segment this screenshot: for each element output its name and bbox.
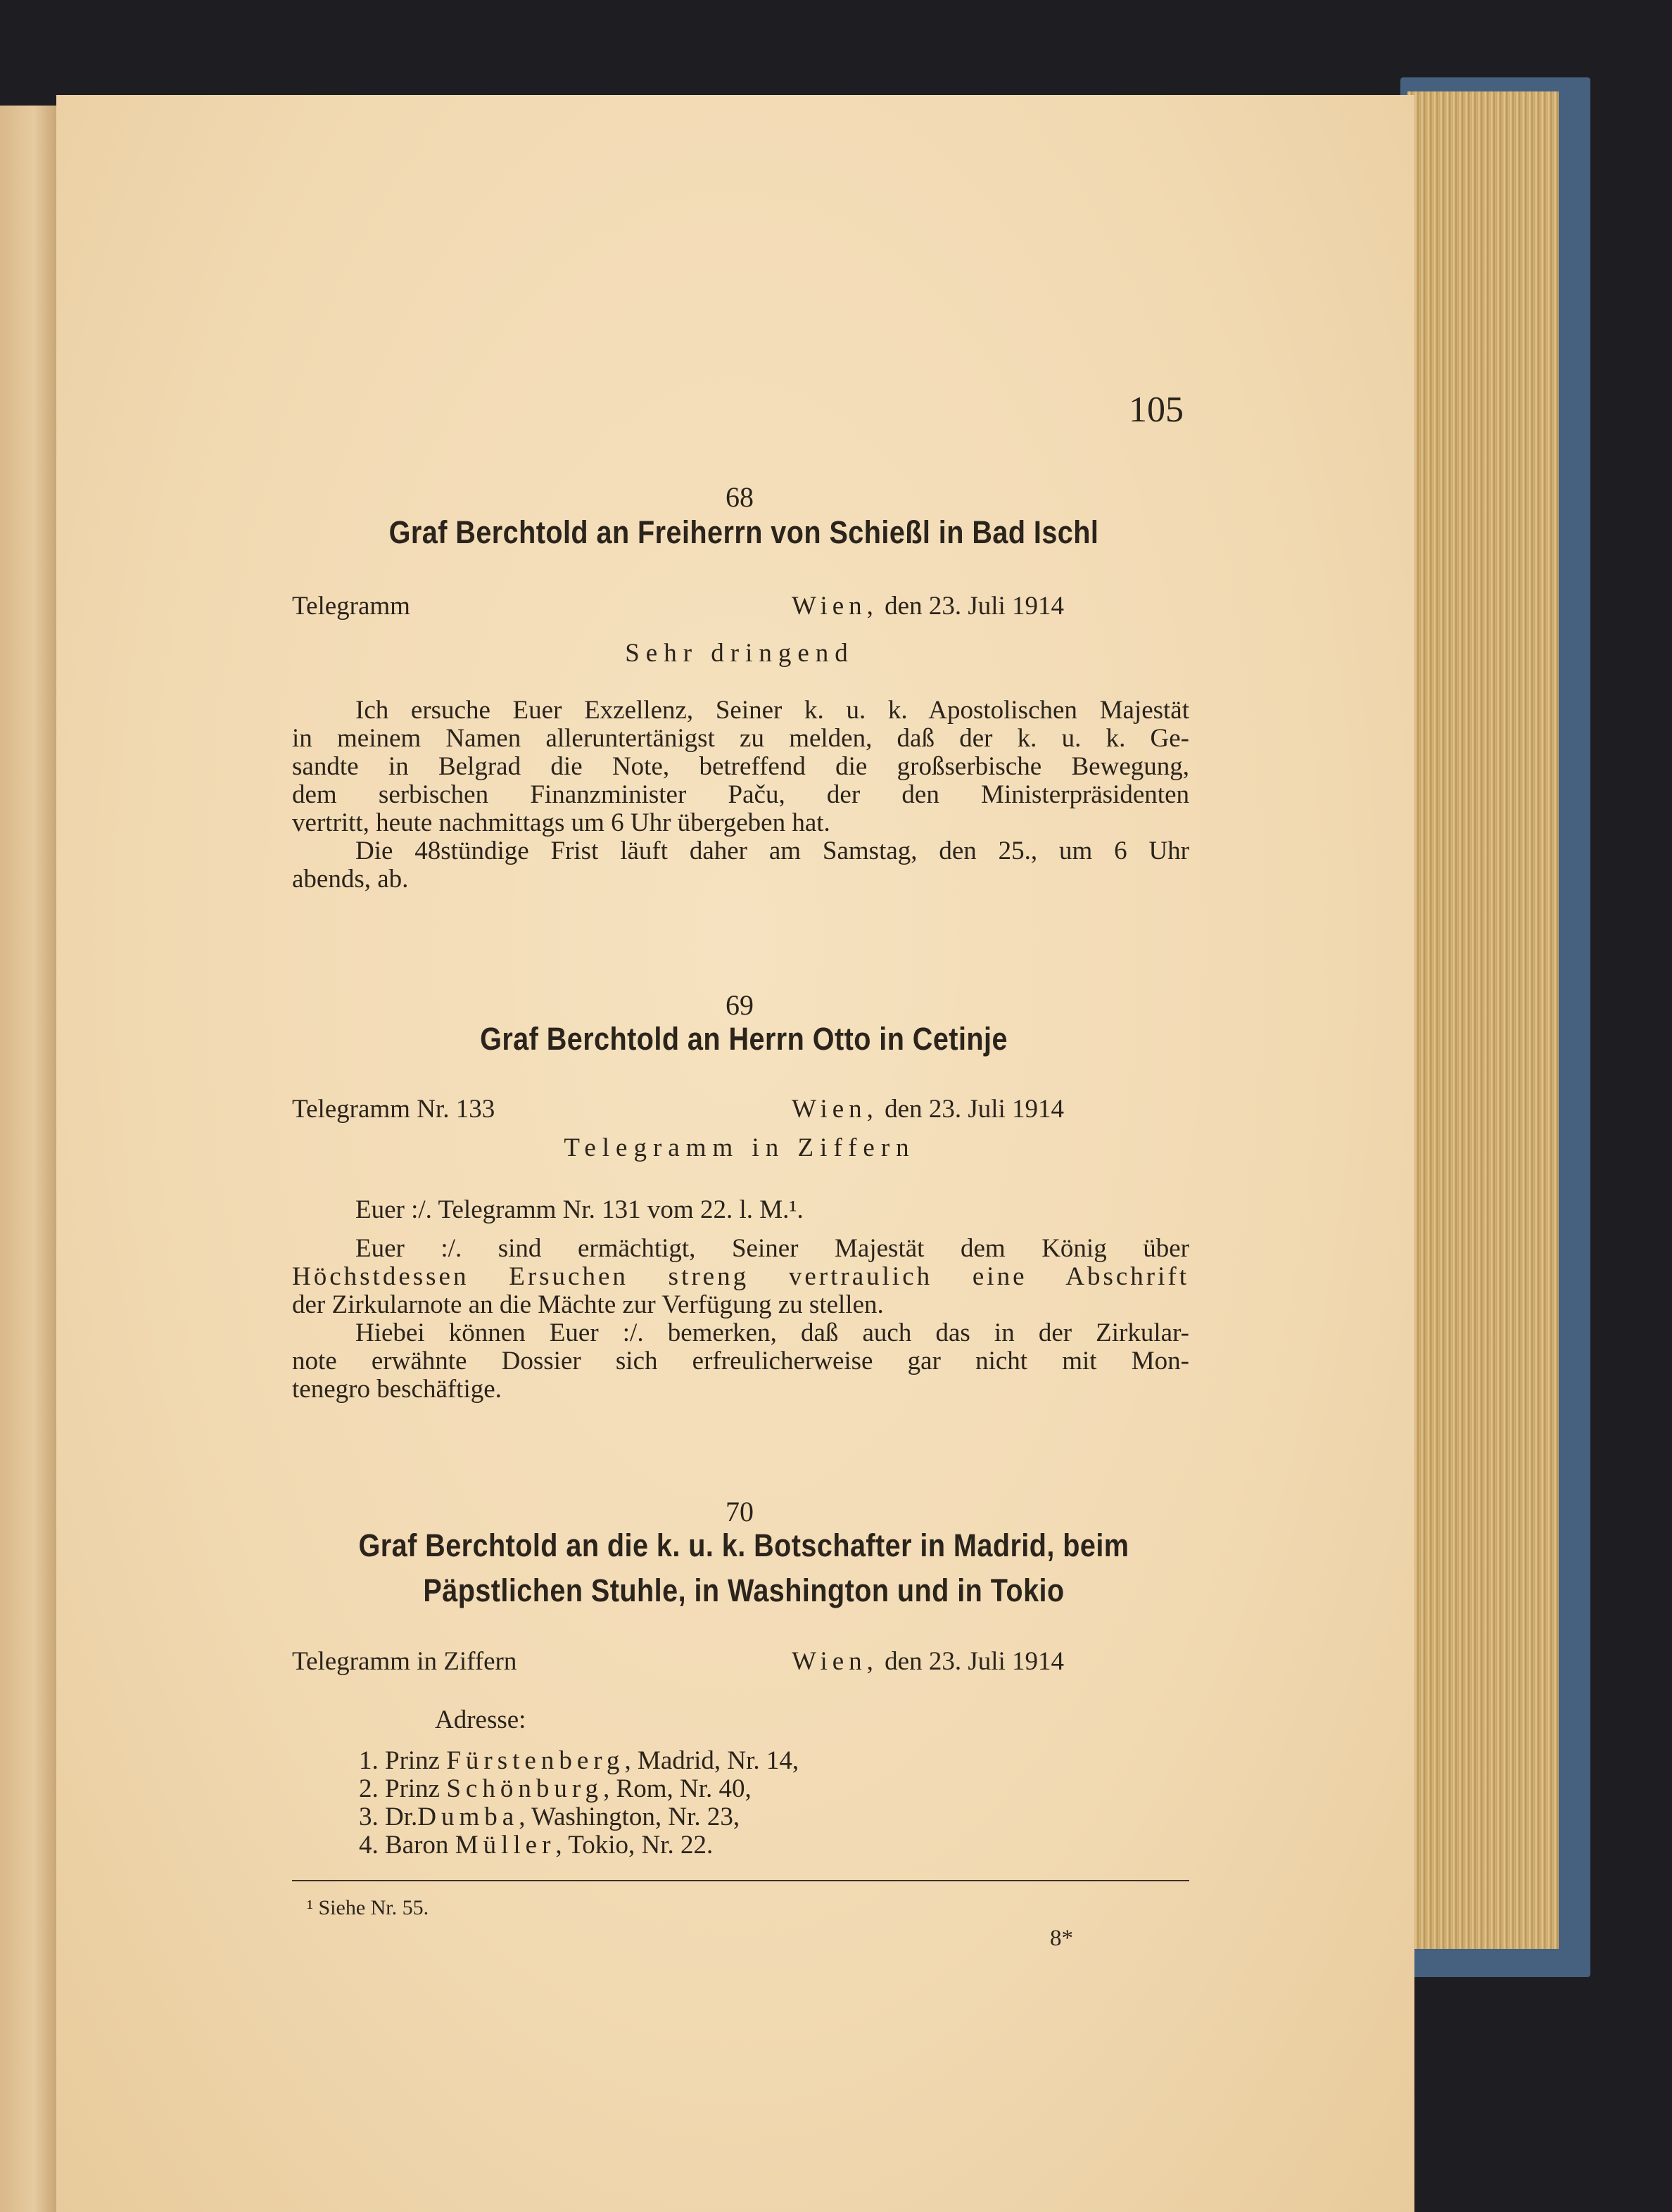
text-line: in meinem Namen alleruntertänigst zu melden, daß der k. u. k. Ge- [292,724,1189,753]
doc69-date: den 23. Juli 1914 [885,1095,1065,1124]
doc68-paragraph-2 [292,837,1189,894]
doc68-type: Telegramm [292,592,410,621]
address-rest: , Tokio, Nr. 22. [555,1831,714,1860]
text-line: note erwähnte Dossier sich erfreulicherweise gar nicht mit Mon- [292,1347,1189,1375]
address-item [359,1803,799,1831]
document-title-70-line-2: Päpstlichen Stuhle, in Washington und in Tokio [423,1572,1065,1608]
address-name: Fürstenberg [446,1746,625,1775]
address-number: 2. [359,1774,379,1803]
address-item [359,1775,799,1803]
doc70-dateline [792,1646,1064,1677]
text-line: dem serbischen Finanzminister Paču, der den Ministerpräsidenten [292,780,1189,809]
text-line: Euer :/. sind ermächtigt, Seiner Majestät dem König über [355,1234,1189,1263]
text-line: Ich ersuche Euer Exzellenz, Seiner k. u. k. Apostolischen Majestät [355,696,1189,725]
doc70-place: Wien, [792,1647,878,1676]
document-title-68: Graf Berchtold an Freiherrn von Schießl in Bad Ischl [388,514,1099,550]
text-line: der Zirkularnote an die Mächte zur Verfügung zu stellen. [292,1290,884,1319]
text-line: sandte in Belgrad die Note, betreffend die großserbische Bewegung, [292,752,1189,781]
footnote-divider [292,1880,1189,1881]
address-title: Prinz [385,1774,441,1803]
document-number-68: 68 [726,481,754,513]
address-title: Dr. [385,1803,418,1831]
text-line: Die 48stündige Frist läuft daher am Samstag, den 25., um 6 Uhr [355,837,1189,865]
left-page-edge [0,106,56,2212]
book-page [56,95,1414,2212]
document-title-70-line-1: Graf Berchtold an die k. u. k. Botschafter in Madrid, beim [358,1527,1129,1563]
document-number-70: 70 [726,1496,754,1527]
sheet-signature: 8* [1050,1926,1073,1951]
text-line: vertritt, heute nachmittags um 6 Uhr übergeben hat. [292,808,830,837]
address-rest: , Rom, Nr. 40, [603,1774,752,1803]
address-item [359,1747,799,1775]
doc69-paragraph-1 [292,1196,1189,1224]
doc68-date: den 23. Juli 1914 [885,592,1065,621]
footnote: ¹ Siehe Nr. 55. [307,1896,429,1919]
address-list [359,1747,799,1860]
text-line: Hiebei können Euer :/. bemerken, daß auch das in der Zirkular- [355,1318,1189,1347]
doc69-paragraph-2 [292,1235,1189,1319]
text-line: abends, ab. [292,865,409,894]
doc68-note: Sehr dringend [625,639,854,668]
address-name: Schönburg [446,1774,604,1803]
doc70-date: den 23. Juli 1914 [885,1647,1065,1676]
address-title: Baron [385,1831,449,1860]
address-rest: , Washington, Nr. 23, [519,1803,740,1831]
page-number: 105 [1129,390,1184,430]
address-title: Prinz [385,1746,441,1775]
doc68-place: Wien, [792,592,878,621]
doc68-dateline [792,591,1064,621]
address-name: Dumba [417,1803,519,1831]
address-number: 1. [359,1746,379,1775]
address-number: 3. [359,1803,379,1831]
doc69-dateline [792,1094,1064,1124]
doc69-place: Wien, [792,1095,878,1124]
text-line: Höchstdessen Ersuchen streng vertraulich eine Abschrift [292,1262,1189,1291]
document-number-69: 69 [726,989,754,1021]
address-number: 4. [359,1831,379,1860]
doc68-paragraph-1 [292,697,1189,837]
doc70-type: Telegramm in Ziffern [292,1647,517,1676]
text-line: Euer :/. Telegramm Nr. 131 vom 22. l. M.¹. [355,1195,804,1224]
doc69-note: Telegramm in Ziffern [564,1133,916,1162]
document-title-69: Graf Berchtold an Herrn Otto in Cetinje [480,1021,1008,1057]
doc70-address-label: Adresse: [435,1705,526,1734]
doc69-type: Telegramm Nr. 133 [292,1095,495,1124]
address-item [359,1831,799,1860]
address-rest: , Madrid, Nr. 14, [624,1746,799,1775]
page-edges [1407,91,1559,1949]
address-name: Müller [455,1831,556,1860]
text-line: tenegro beschäftige. [292,1375,502,1404]
doc69-paragraph-3 [292,1319,1189,1404]
